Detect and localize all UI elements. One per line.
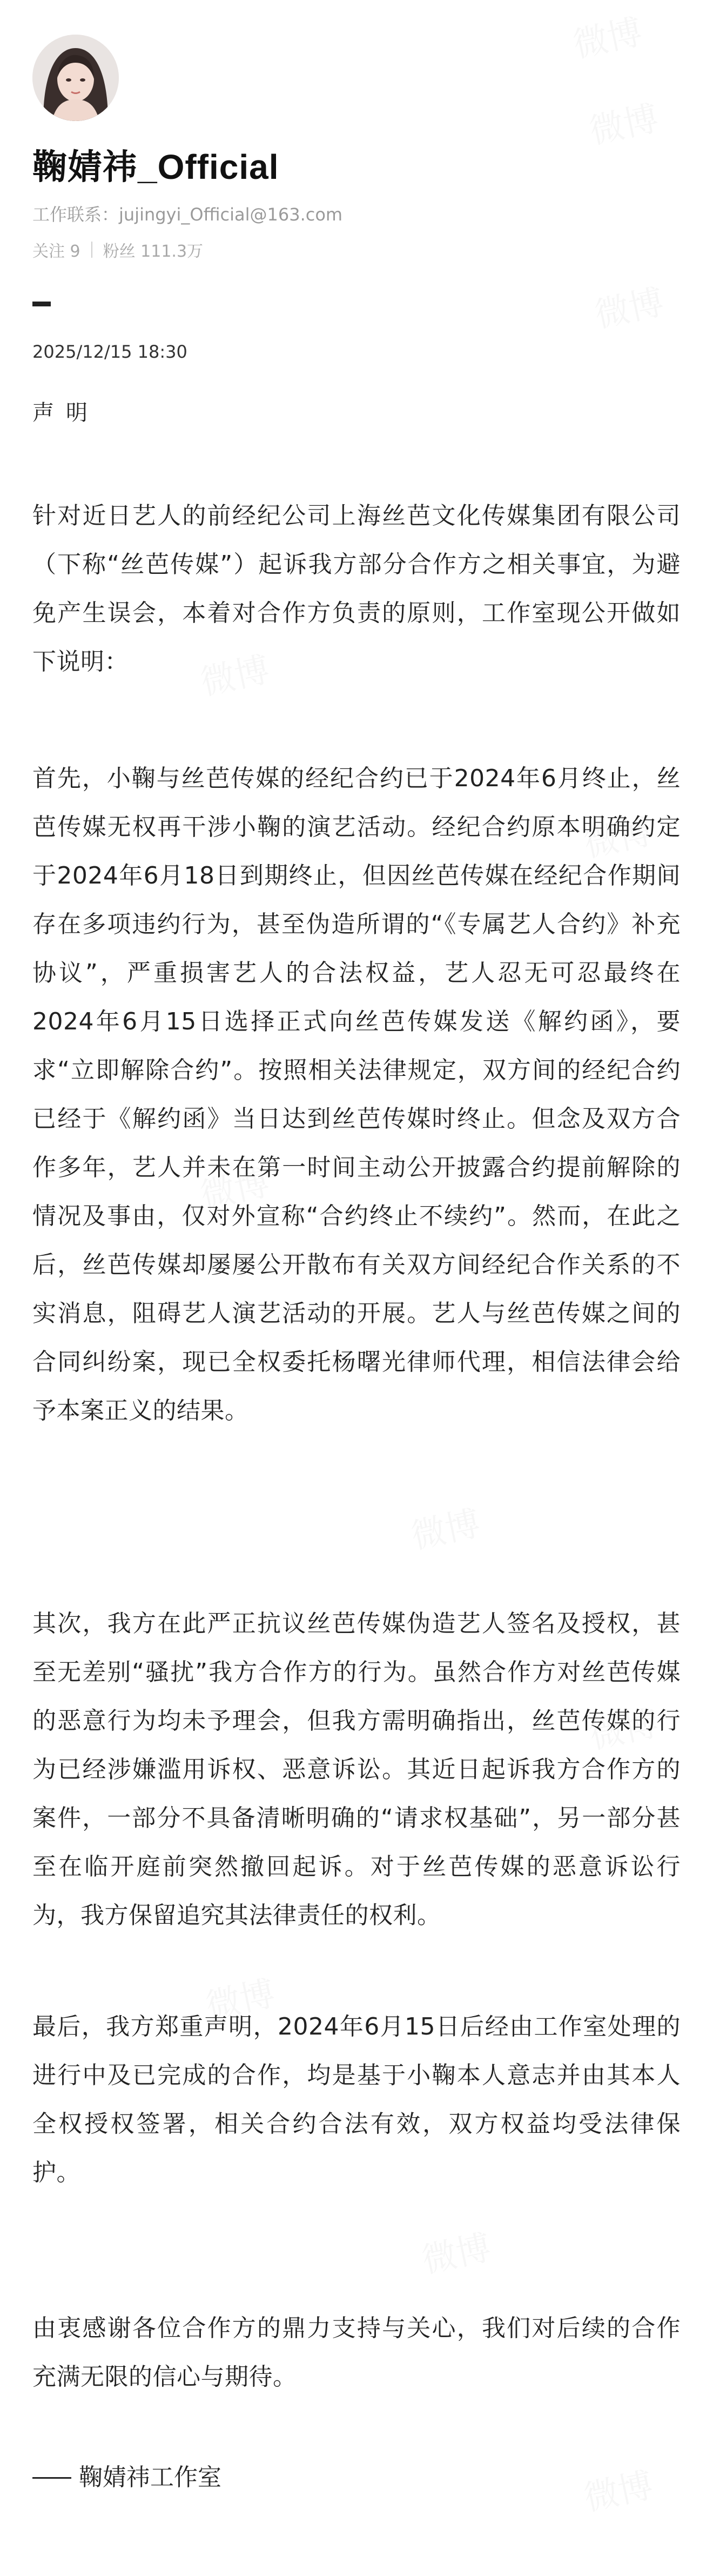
statement-signature (32, 2453, 221, 2502)
divider (91, 242, 92, 258)
profile-name[interactable]: 鞠婧祎_Official (32, 148, 279, 186)
statement-paragraph: 首先，小鞠与丝芭传媒的经纪合约已于2024年6月终止，丝芭传媒无权再干涉小鞠的演艺活动。经纪合约原本明确约定于2024年6月18日到期终止，但因丝芭传媒在经纪合作期间存在多项违约行为，甚至伪造所谓的“《专属艺人合约》补充协议”，严重损害艺人的合法权益，艺人忍无可忍最终在2024年6月15日选择正式向丝芭传媒发送《解约函》，要求“立即解除合约”。按照相关法律规定，双方间的经纪合约已经于《解约函》当日达到丝芭传媒时终止。但念及双方合作多年，艺人并未在第一时间主动公开披露合约提前解除的情况及事由，仅对外宣称“合约终止不续约”。然而，在此之后，丝芭传媒却屡屡公开散布有关双方间经纪合作关系的不实消息，阻碍艺人演艺活动的开展。艺人与丝芭传媒之间的合同纠纷案，现已全权委托杨曙光律师代理，相信法律会给予本案正义的结果。 (32, 765, 681, 1424)
watermark (579, 2458, 657, 2521)
separator-dash (32, 302, 51, 306)
watermark (406, 1496, 484, 1559)
avatar-portrait-icon (32, 35, 119, 121)
watermark (417, 2220, 495, 2283)
statement-paragraph: 其次，我方在此严正抗议丝芭传媒伪造艺人签名及授权，甚至无差别“骚扰”我方合作方的行为。虽然合作方对丝芭传媒的恶意行为均未予理会，但我方需明确指出，丝芭传媒的行为已经涉嫌滥用诉权、恶意诉讼。其近日起诉我方合作方的案件，一部分不具备清晰明确的“请求权基础”，另一部分甚至在临开庭前突然撤回起诉。对于丝芭传媒的恶意诉讼行为，我方保留追究其法律责任的权利。 (32, 1610, 681, 1929)
profile-contact: 工作联系：jujingyi_Official@163.com (32, 204, 343, 225)
following-count[interactable]: 关注 9 (32, 242, 80, 261)
statement-paragraph: 针对近日艺人的前经纪公司上海丝芭文化传媒集团有限公司（下称“丝芭传媒”）起诉我方部分合作方之相关事宜，为避免产生误会，本着对合作方负责的原则，工作室现公开做如下说明： (32, 502, 681, 675)
statement-paragraph: 由衷感谢各位合作方的鼎力支持与关心，我们对后续的合作充满无限的信心与期待。 (32, 2314, 681, 2391)
signature-dash (32, 2477, 71, 2479)
statement-title: 声明 (32, 400, 99, 425)
follow-stats (32, 238, 203, 262)
watermark (584, 91, 662, 154)
watermark (568, 4, 646, 68)
post-timestamp: 2025/12/15 18:30 (32, 342, 187, 362)
signature-text: 鞠婧祎工作室 (79, 2464, 221, 2491)
avatar[interactable] (32, 35, 119, 121)
statement-paragraph: 最后，我方郑重声明，2024年6月15日后经由工作室处理的进行中及已完成的合作，均是基于小鞠本人意志并由其本人全权授权签署，相关合约合法有效，双方权益均受法律保护。 (32, 2013, 681, 2186)
followers-count[interactable]: 粉丝 111.3万 (103, 242, 204, 261)
watermark (590, 275, 668, 338)
